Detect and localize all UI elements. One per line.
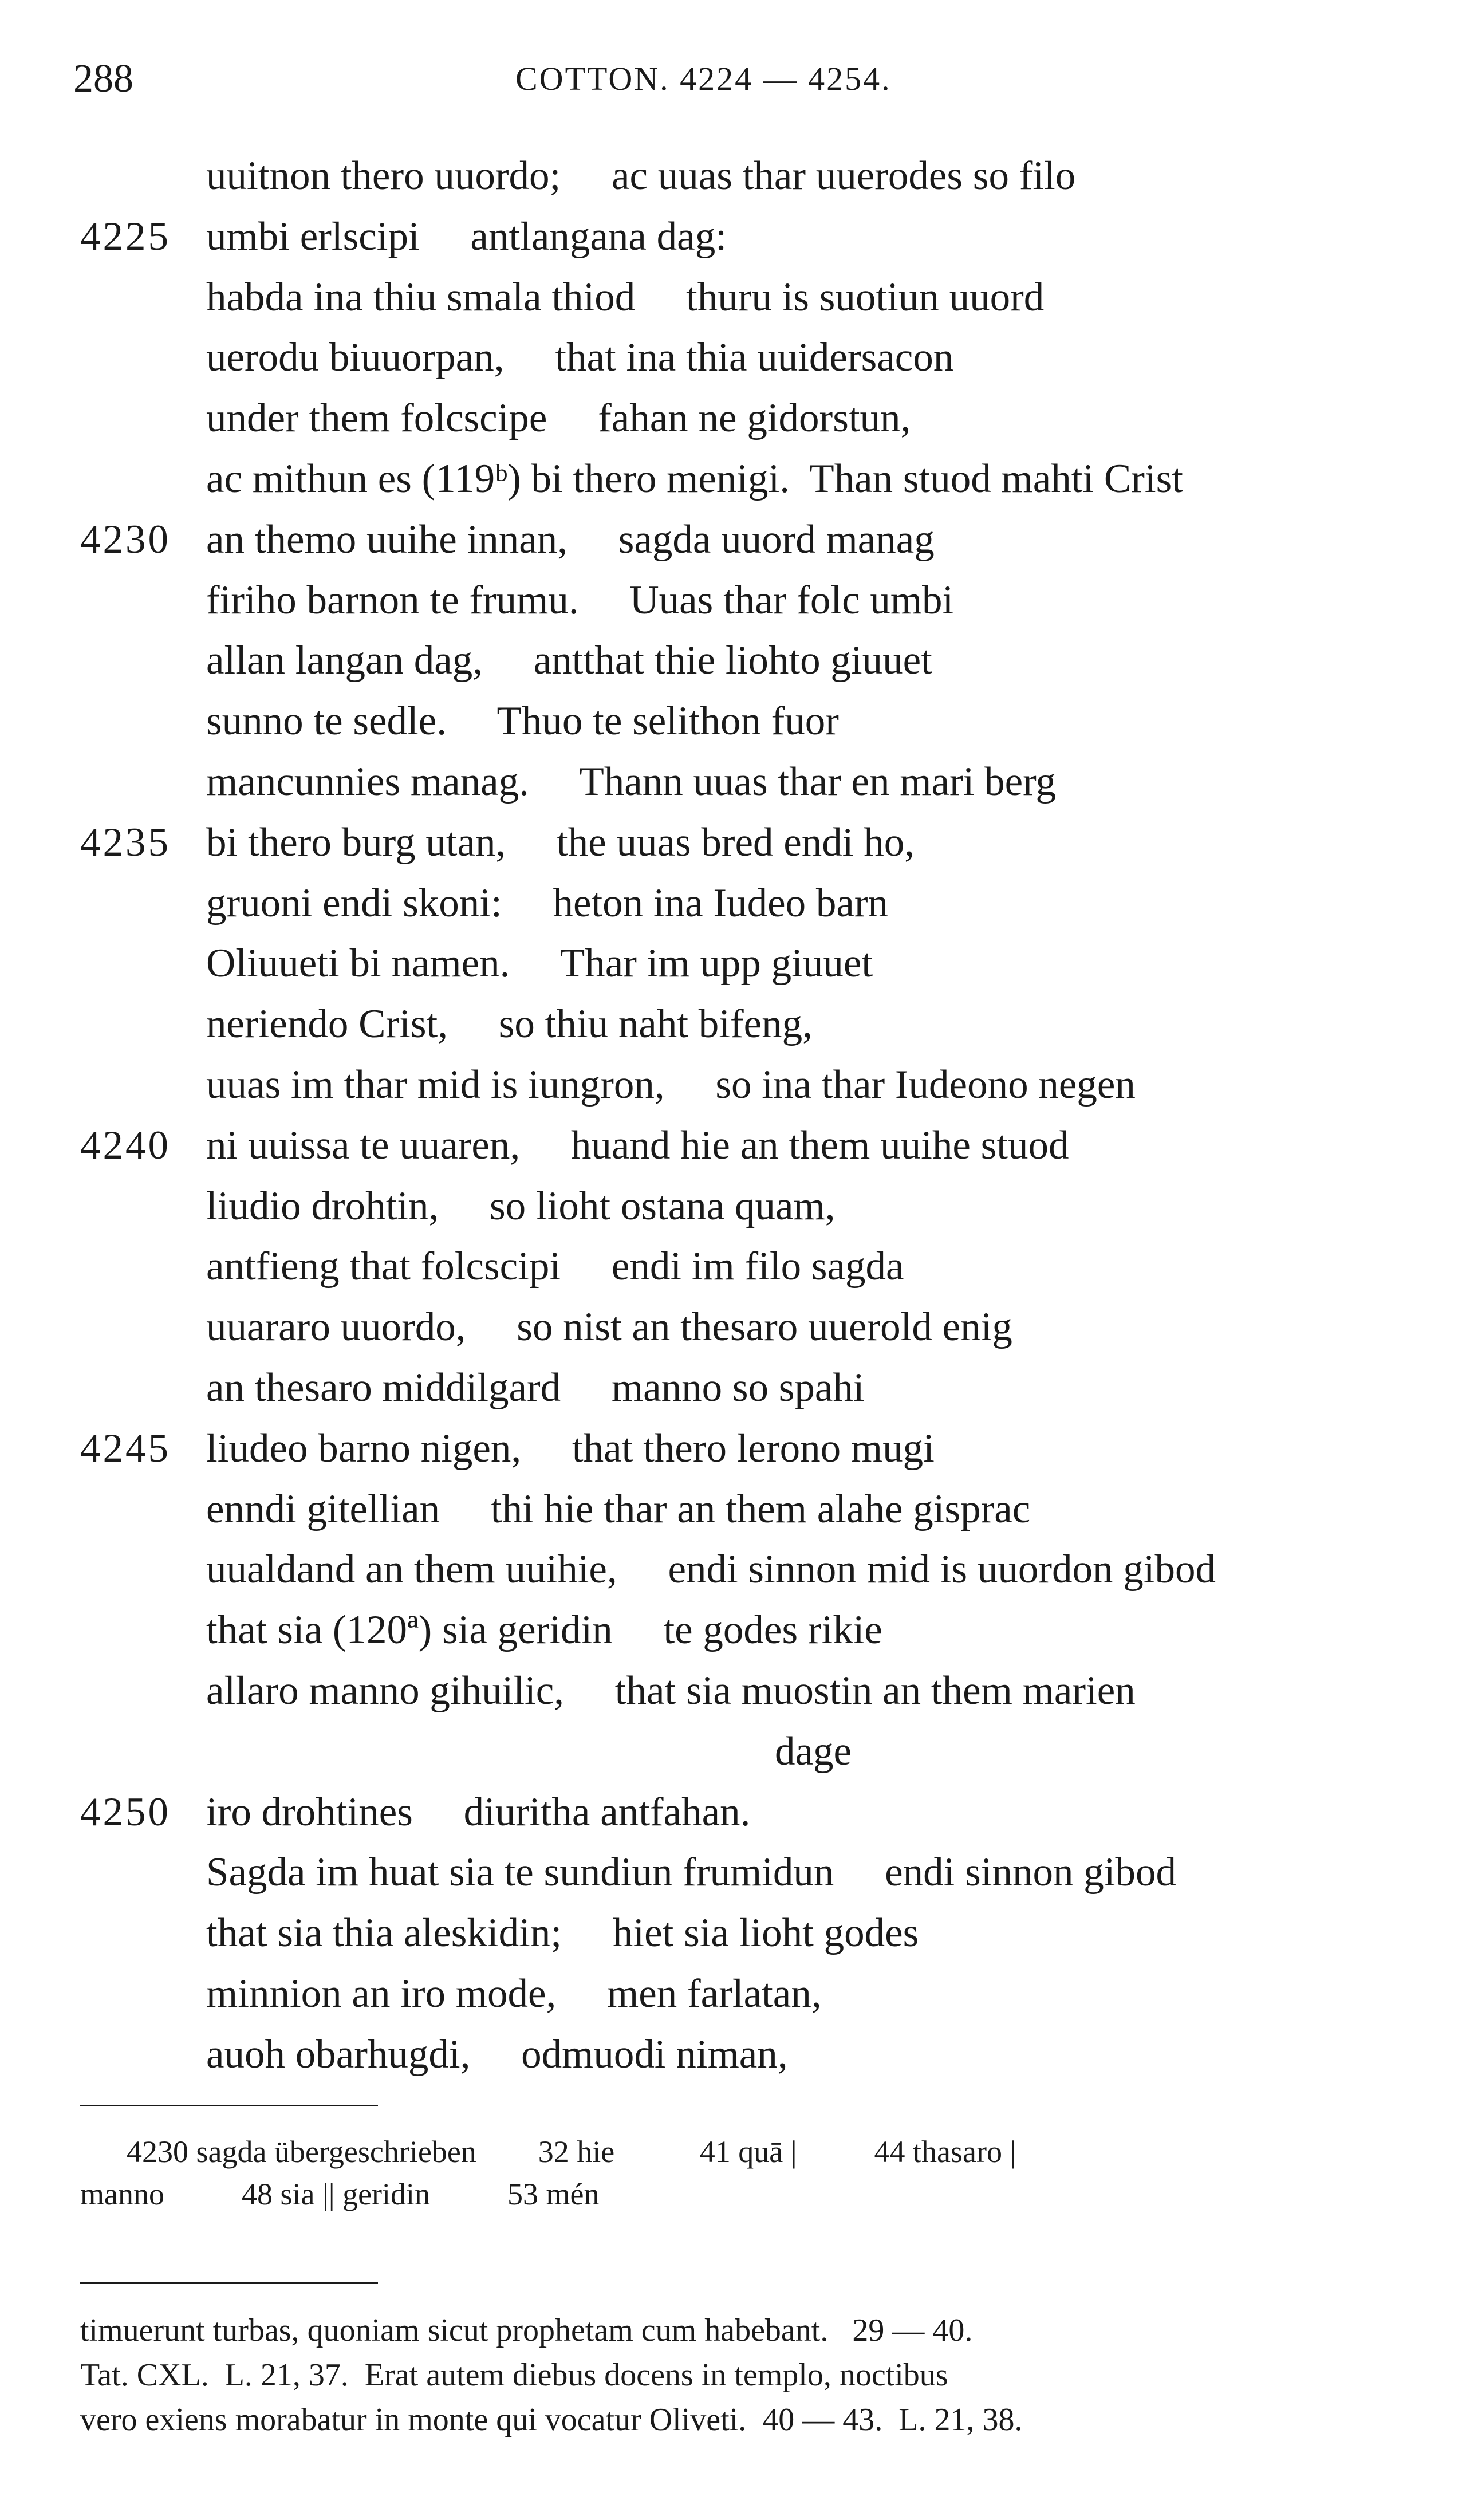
line-text: uualdand an them uuihie, endi sinnon mid is uuordon gibod — [206, 1547, 1216, 1592]
verse-line — [0, 1661, 1466, 1720]
latin-source — [80, 2308, 1363, 2442]
verse-line — [0, 207, 1466, 266]
verse-line — [0, 1903, 1466, 1963]
line-number: 4235 — [80, 820, 171, 865]
line-text: uuitnon thero uuordo; ac uuas thar uuerodes so filo — [206, 153, 1076, 198]
verse-line — [0, 1055, 1466, 1115]
verse-line — [0, 691, 1466, 751]
verse-line — [0, 1964, 1466, 2023]
verse-line — [0, 146, 1466, 206]
source-rule — [80, 2282, 378, 2284]
verse-line — [0, 752, 1466, 812]
line-number: 4230 — [80, 517, 171, 562]
line-text: firiho barnon te frumu. Uuas thar folc umbi — [206, 577, 954, 623]
verse-line — [0, 1842, 1466, 1902]
verse-line — [0, 570, 1466, 630]
verse-line — [0, 388, 1466, 448]
verse-line — [0, 1116, 1466, 1175]
verse-line — [0, 1600, 1466, 1660]
verse-line — [0, 934, 1466, 993]
line-text: Oliuueti bi namen. Thar im upp giuuet — [206, 941, 873, 986]
page-number: 288 — [73, 57, 133, 101]
page-header — [0, 56, 1466, 108]
line-text: that sia (120ª) sia geridin te godes rikie — [206, 1608, 882, 1653]
verse-line — [0, 1237, 1466, 1296]
line-number: 4245 — [80, 1426, 171, 1471]
verse-line — [0, 1419, 1466, 1478]
line-number: 4225 — [80, 214, 171, 259]
verse-line — [0, 631, 1466, 690]
verse-line — [0, 2025, 1466, 2084]
line-text: bi thero burg utan, the uuas bred endi ho, — [206, 820, 915, 865]
line-text: Sagda im huat sia te sundiun frumidun endi sinnon gibod — [206, 1850, 1176, 1895]
verse-line — [0, 1176, 1466, 1236]
verse-line — [0, 328, 1466, 387]
latin-line: timuerunt turbas, quoniam sicut prophetam cum habebant. 29 — 40. — [80, 2313, 973, 2348]
verse-line — [0, 1479, 1466, 1539]
verse-line — [0, 1722, 1466, 1781]
line-text: minnion an iro mode, men farlatan, — [206, 1971, 822, 2016]
line-text: an thesaro middilgard manno so spahi — [206, 1365, 865, 1410]
verse-line — [0, 267, 1466, 327]
line-text: under them folcscipe fahan ne gidorstun, — [206, 396, 911, 441]
line-text: antfieng that folcscipi endi im filo sagda — [206, 1244, 904, 1289]
line-text: allaro manno gihuilic, that sia muostin an them marien — [206, 1668, 1136, 1713]
verse-line — [0, 813, 1466, 872]
footnote-rule — [80, 2105, 378, 2106]
running-title: COTTON. 4224 — 4254. — [515, 60, 892, 97]
note-line: manno 48 sia || geridin 53 mén — [80, 2177, 600, 2211]
line-text: sunno te sedle. Thuo te selithon fuor — [206, 699, 839, 744]
verse-line — [0, 1358, 1466, 1418]
line-text: ac mithun es (119ᵇ) bi thero menigi. Than stuod mahti Crist — [206, 456, 1184, 501]
line-text: gruoni endi skoni: heton ina Iudeo barn — [206, 880, 888, 926]
verse-line — [0, 1297, 1466, 1357]
line-text: uuararo uuordo, so nist an thesaro uuerold enig — [206, 1305, 1012, 1350]
line-text: auoh obarhugdi, odmuodi niman, — [206, 2031, 788, 2077]
line-text: umbi erlscipi antlangana dag: — [206, 214, 727, 259]
note-line: 4230 sagda übergeschrieben 32 hie 41 quā | 44 thasaro | — [80, 2135, 1016, 2169]
line-text: enndi gitellian thi hie thar an them alahe gisprac — [206, 1486, 1031, 1531]
line-text: that sia thia aleskidin; hiet sia lioht godes — [206, 1911, 919, 1956]
line-text: dage — [774, 1728, 852, 1774]
line-text: mancunnies manag. Thann uuas thar en mari berg — [206, 759, 1056, 804]
line-number: 4240 — [80, 1123, 171, 1168]
line-text: uerodu biuuorpan, that ina thia uuidersacon — [206, 335, 954, 380]
latin-line: vero exiens morabatur in monte qui vocatur Oliveti. 40 — 43. L. 21, 38. — [80, 2402, 1023, 2438]
textual-notes — [80, 2131, 1363, 2215]
line-text: habda ina thiu smala thiod thuru is suotiun uuord — [206, 274, 1045, 320]
verse-line — [0, 449, 1466, 509]
verse-line — [0, 994, 1466, 1054]
line-number: 4250 — [80, 1789, 171, 1834]
line-text: liudio drohtin, so lioht ostana quam, — [206, 1183, 836, 1228]
line-text: ni uuissa te uuaren, huand hie an them uuihe stuod — [206, 1123, 1069, 1168]
verse-line — [0, 1782, 1466, 1842]
line-text: iro drohtines diuritha antfahan. — [206, 1789, 751, 1834]
line-text: neriendo Crist, so thiu naht bifeng, — [206, 1002, 813, 1047]
line-text: an themo uuihe innan, sagda uuord manag — [206, 517, 935, 562]
verse-line — [0, 873, 1466, 933]
line-text: uuas im thar mid is iungron, so ina thar Iudeono negen — [206, 1062, 1136, 1107]
line-text: liudeo barno nigen, that thero lerono mugi — [206, 1426, 935, 1471]
verse-line — [0, 510, 1466, 569]
latin-line: Tat. CXL. L. 21, 37. Erat autem diebus docens in templo, noctibus — [80, 2357, 948, 2393]
line-text: allan langan dag, antthat thie liohto giuuet — [206, 638, 932, 683]
verse-line — [0, 1539, 1466, 1599]
